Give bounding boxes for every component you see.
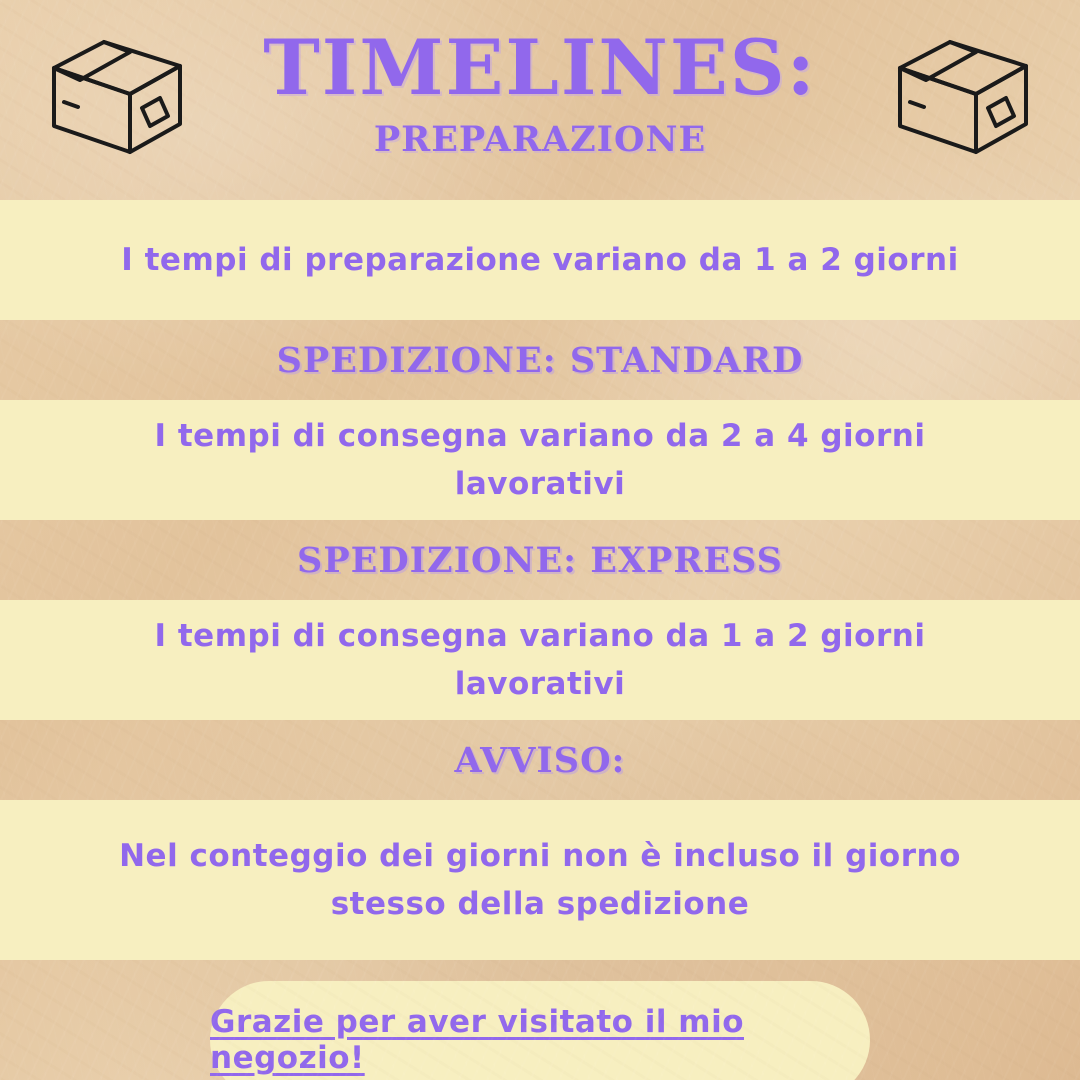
section-preparazione-text-band [0, 200, 1080, 320]
section-text: I tempi di preparazione variano da 1 a 2 giorni [121, 241, 959, 278]
section-heading: SPEDIZIONE: STANDARD [276, 339, 804, 381]
section-heading: SPEDIZIONE: EXPRESS [297, 539, 783, 581]
section-spedizione-express-heading-band [0, 520, 1080, 600]
footer-thankyou-text: Grazie per aver visitato il mio negozio! [210, 1004, 744, 1076]
header-titles [263, 22, 817, 161]
header [0, 0, 1080, 200]
section-avviso-heading-band [0, 720, 1080, 800]
footer-pill [210, 981, 870, 1080]
package-box-icon [42, 30, 192, 160]
section-spedizione-standard-text-band [0, 400, 1080, 520]
package-box-icon [888, 30, 1038, 160]
section-text: I tempi di consegna variano da 2 a 4 giorni lavorativi [154, 417, 926, 502]
section-spedizione-standard-heading-band [0, 320, 1080, 400]
section-spedizione-express-text-band [0, 600, 1080, 720]
page-title: TIMELINES: [263, 22, 817, 112]
section-text: Nel conteggio dei giorni non è incluso il giorno stesso della spedizione [119, 837, 961, 922]
section-text: I tempi di consegna variano da 1 a 2 giorni lavorativi [154, 617, 926, 702]
footer [0, 960, 1080, 1080]
section-avviso-text-band [0, 800, 1080, 960]
page-subtitle: PREPARAZIONE [373, 119, 707, 161]
section-heading: AVVISO: [454, 739, 626, 781]
